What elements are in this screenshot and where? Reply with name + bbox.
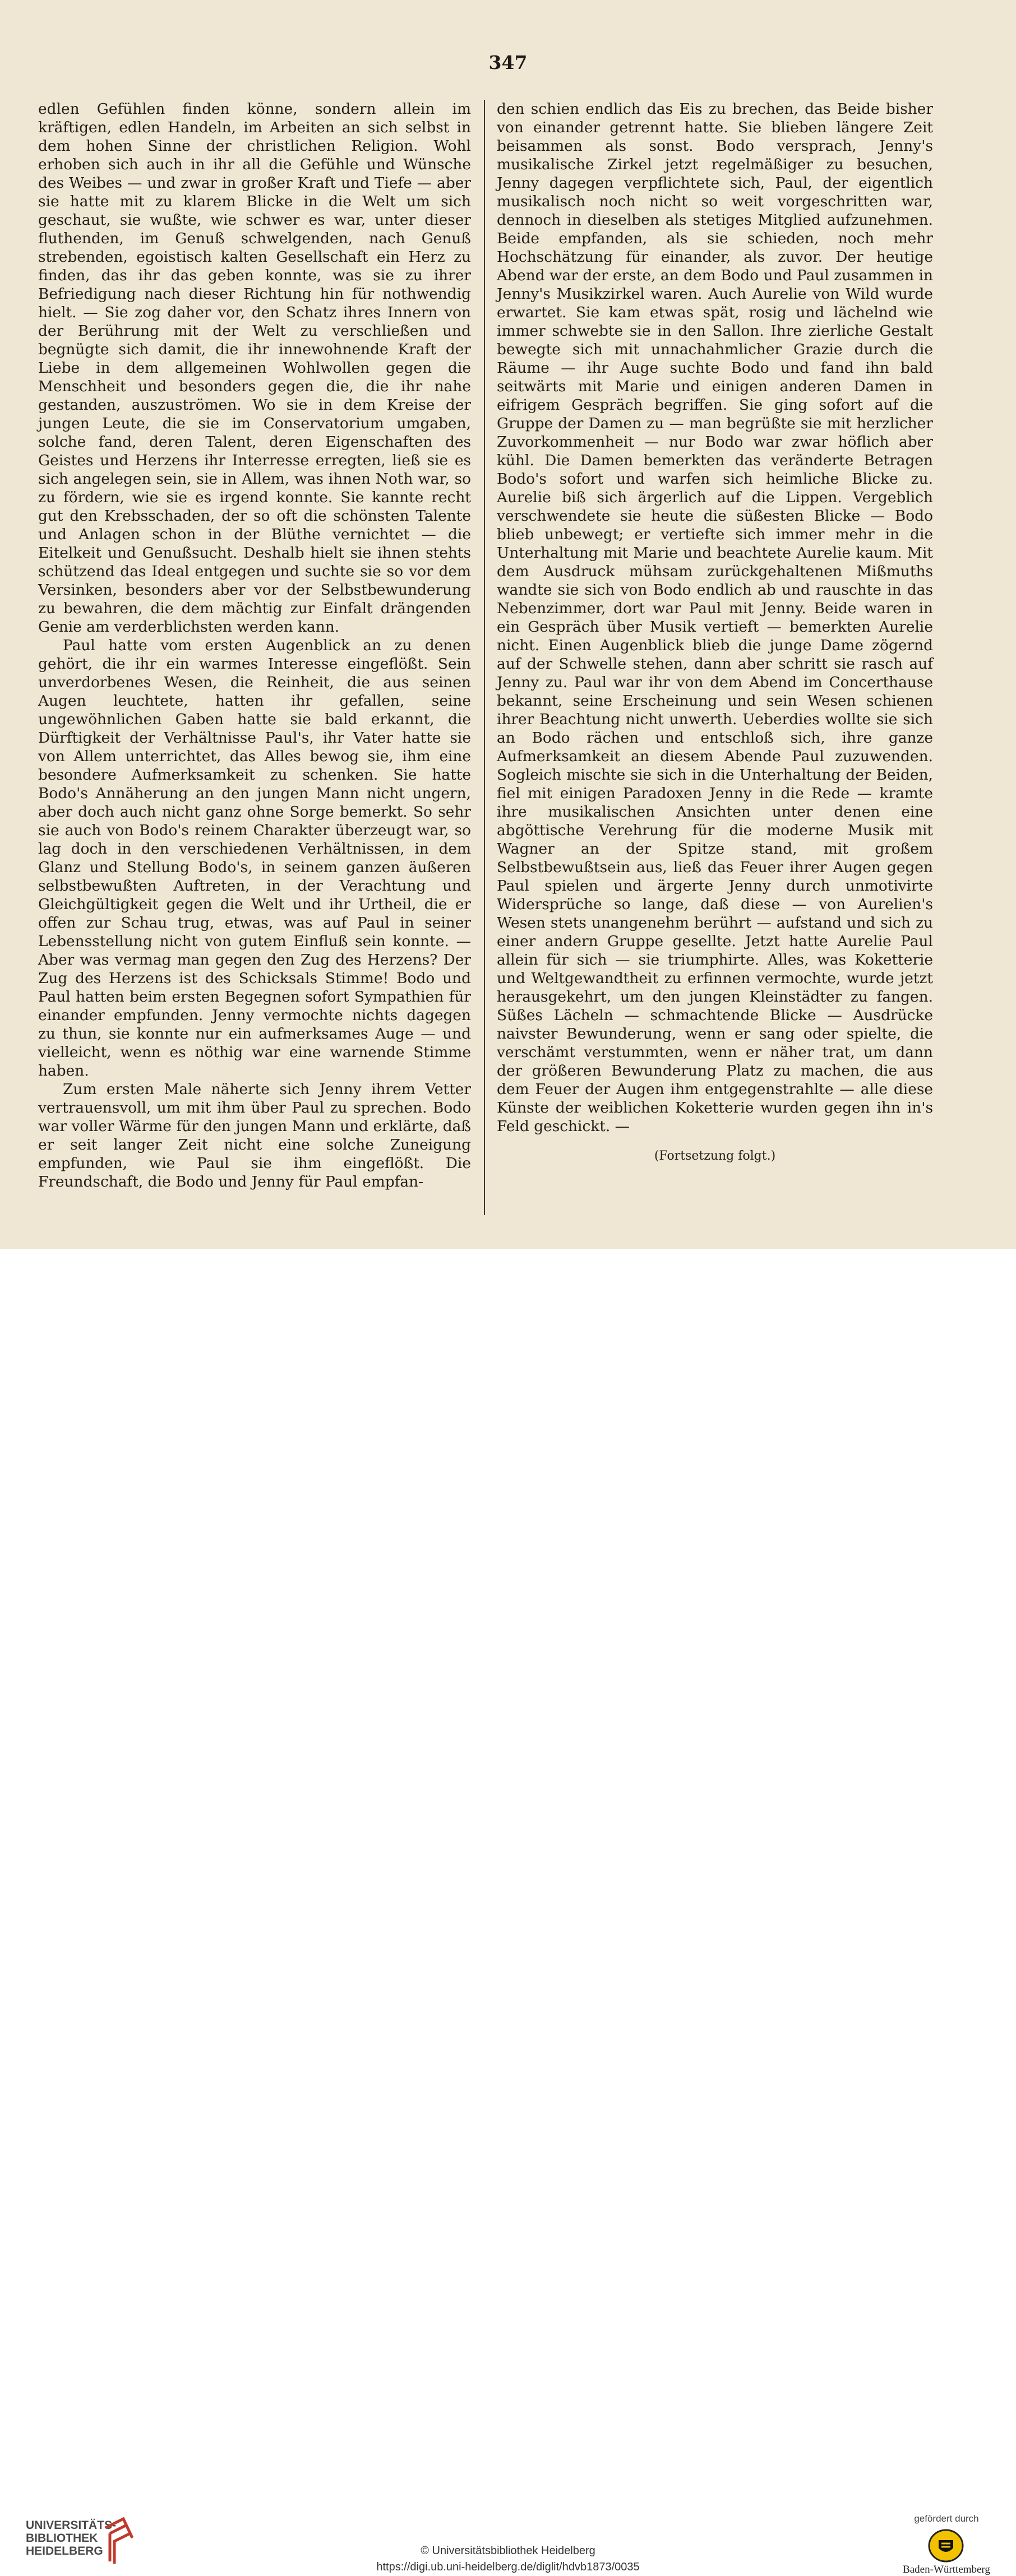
library-name-line-1: UNIVERSITÄTS-: [26, 2519, 117, 2532]
column-divider: [484, 100, 485, 1215]
funded-by-label: gefördert durch: [914, 2513, 979, 2524]
left-paragraph-3: Zum ersten Male näherte sich Jenny ihrem Vetter vertrauensvoll, um mit ihm über Paul zu sprechen. Bodo war voller Wärme für den jungen Mann und erklärte, daß er seit langer Zeit nicht eine solche Zuneigung empfunden, wie Paul sie ihm eingeflößt. Die Freundschaft, die Bodo und Jenny für Paul empfan-: [38, 1081, 471, 1190]
funder-name: Baden-Württemberg: [903, 2564, 990, 2575]
copyright-text: © Universitätsbibliothek Heidelberg: [421, 2545, 595, 2557]
left-paragraph-2: Paul hatte vom ersten Augenblick an zu denen gehört, die ihr ein warmes Interesse eingeflößt. Sein unverdorbenes Wesen, die Reinheit, die aus seinen Augen leuchtete, hatten ihr gefallen, seine ungewöhnlichen Gaben hatte sie bald erkannt, die Dürftigkeit der Verhältnisse Paul's, ihr Vater hatte sie von Allem unterrichtet, das Alles bewog sie, ihm eine besondere Aufmerksamkeit zu schenken. Sie hatte Bodo's Annäherung an den jungen Mann nicht ungern, aber doch auch nicht ganz ohne Sorge bemerkt. So sehr sie auch von Bodo's reinem Charakter überzeugt war, so lag doch in den verschiedenen Verhältnissen, in dem Glanz und Stellung Bodo's, in seinem ganzen äußeren selbstbewußten Auftreten, in der Verachtung und Gleichgültigkeit gegen die Welt und ihr Urtheil, die er offen zur Schau trug, etwas, was auf Paul in seiner Lebensstellung nicht von gutem Einfluß sein konnte. — Aber was vermag man gegen den Zug des Herzens? Der Zug des Herzens ist des Schicksals Stimme! Bodo und Paul hatten beim ersten Begegnen sofort Sympathien für einander empfunden. Jenny vermochte nichts dagegen zu thun, sie konnte nur ein aufmerksames Auge — und vielleicht, wenn es nöthig war eine warnende Stimme haben.: [38, 637, 471, 1079]
scanned-page: [0, 0, 1016, 1249]
page-number: 347: [488, 52, 528, 73]
document-url-link[interactable]: https://digi.ub.uni-heidelberg.de/diglit/hdvb1873/0035: [376, 2561, 640, 2573]
ub-heidelberg-logo-icon: [101, 2517, 140, 2565]
right-column: [497, 100, 933, 1165]
continuation-note: (Fortsetzung folgt.): [654, 1149, 776, 1163]
left-paragraph-1: edlen Gefühlen finden könne, sondern allein im kräftigen, edlen Handeln, im Arbeiten an sich selbst in dem hohen Sinne der christlichen Religion. Wohl erhoben sich auch in ihr all die Gefühle und Wünsche des Weibes — und zwar in großer Kraft und Tiefe — aber sie hatte mit zu klarem Blicke in die Welt um sich geschaut, sie wußte, wie schwer es war, unter dieser fluthenden, im Genuß schwelgenden, nach Genuß strebenden, egoistisch kalten Gesellschaft ein Herz zu finden, das ihr das geben konnte, was sie zu ihrer Befriedigung nach dieser Richtung hin für nothwendig hielt. — Sie zog daher vor, den Schatz ihres Innern von der Berührung mit der Welt zu verschließen und begnügte sich damit, die ihr innewohnende Kraft der Liebe in dem allgemeinen Wohlwollen gegen die Menschheit und besonders gegen die, die ihr nahe gestanden, auszuströmen. Wo sie in dem Kreise der jungen Leute, die sie im Conservatorium umgaben, solche fand, deren Talent, deren Eigenschaften des Geistes und Herzens ihr Interresse erregten, ließ sie es sich angelegen sein, sie in Allem, was ihnen Noth war, so zu fördern, wie sie es irgend konnte. Sie kannte recht gut den Krebsschaden, der so oft die schönsten Talente und Anlagen schon in der Blüthe vernichtet — die Eitelkeit und Genußsucht. Deshalb hielt sie ihnen stehts schützend das Ideal entgegen und suchte sie so vor dem Versinken, besonders aber vor der Selbstbewunderung zu bewahren, die dem mächtig zur Einfalt drängenden Genie am verderblichsten werden kann.: [38, 100, 471, 636]
right-paragraph-1: den schien endlich das Eis zu brechen, das Beide bisher von einander getrennt hatte. Sie blieben längere Zeit beisammen als sonst. Bodo versprach, Jenny's musikalische Zirkel jetzt regelmäßiger zu besuchen, Jenny dagegen verpflichtete sich, Paul, der eigentlich musikalisch noch nicht so weit vorgeschritten war, dennoch in dieselben als stetiges Mitglied aufzunehmen. Beide empfanden, als sie schieden, noch mehr Hochschätzung für einander, als zuvor. Der heutige Abend war der erste, an dem Bodo und Paul zusammen in Jenny's Musikzirkel waren. Auch Aurelie von Wild wurde erwartet. Sie kam etwas spät, rosig und lächelnd wie immer schwebte sie in den Sallon. Ihre zierliche Gestalt bewegte sich mit unnachahmlicher Grazie durch die Räume — ihr Auge suchte Bodo und fand ihn bald seitwärts mit Marie und einigen anderen Damen in eifrigem Gespräch begriffen. Sie ging sofort auf die Gruppe der Damen zu — man begrüßte sie mit herzlicher Zuvorkommenheit — nur Bodo war zwar höflich aber kühl. Die Damen bemerkten das veränderte Betragen Bodo's sofort und warfen sich heimliche Blicke zu. Aurelie biß sich ärgerlich auf die Lippen. Vergeblich verschwendete sie heute die süßesten Blicke — Bodo blieb unbewegt; er vertiefte sich immer mehr in die Unterhaltung mit Marie und beachtete Aurelie kaum. Mit dem Ausdruck mühsam zurückgehaltenen Mißmuths wandte sie sich von Bodo endlich ab und rauschte in das Nebenzimmer, dort war Paul mit Jenny. Beide waren in ein Gespräch über Musik vertieft — bemerkten Aurelie nicht. Einen Augenblick blieb die junge Dame zögernd auf der Schwelle stehen, dann aber schritt sie rasch auf Jenny zu. Paul war ihr von dem Abend im Concerthause bekannt, seine Erscheinung und sein Wesen schienen ihrer Beachtung nicht unwerth. Ueberdies wollte sie sich an Bodo rächen und entschloß sich, ihre ganze Aufmerksamkeit an diesem Abende Paul zuzuwenden. Sogleich mischte sie sich in die Unterhaltung der Beiden, fiel mit einigen Paradoxen Jenny in die Rede — kramte ihre musikalischen Ansichten unter denen eine abgöttische Verehrung für die moderne Musik mit Wagner an der Spitze stand, mit großem Selbstbewußtsein aus, ließ das Feuer ihrer Augen gegen Paul spielen und ärgerte Jenny durch unmotivirte Widersprüche so lange, daß diese — von Aurelien's Wesen stets unangenehm berührt — aufstand und sich zu einer andern Gruppe gesellte. Jetzt hatte Aurelie Paul allein für sich — sie triumphirte. Alles, was Koketterie und Weltgewandtheit zu erfinnen vermochte, wurde jetzt herausgekehrt, um den jungen Kleinstädter zu fangen. Süßes Lächeln — schmachtende Blicke — Ausdrücke naivster Bewunderung, wenn er sang oder spielte, die verschämt verstummten, wenn er näher trat, um dann der größeren Bewunderung Platz zu machen, die aus dem Feuer der Augen ihm entgegenstrahlte — alle diese Künste der weiblichen Koketterie wurden gegen ihn in's Feld geschickt. —: [497, 100, 933, 1135]
baden-wuerttemberg-seal-icon: [926, 2528, 966, 2564]
left-column: [38, 100, 471, 1191]
library-name-line-2: BIBLIOTHEK: [26, 2532, 98, 2545]
library-name-line-3: HEIDELBERG: [26, 2545, 103, 2558]
viewer-footer: [0, 1249, 1016, 2575]
